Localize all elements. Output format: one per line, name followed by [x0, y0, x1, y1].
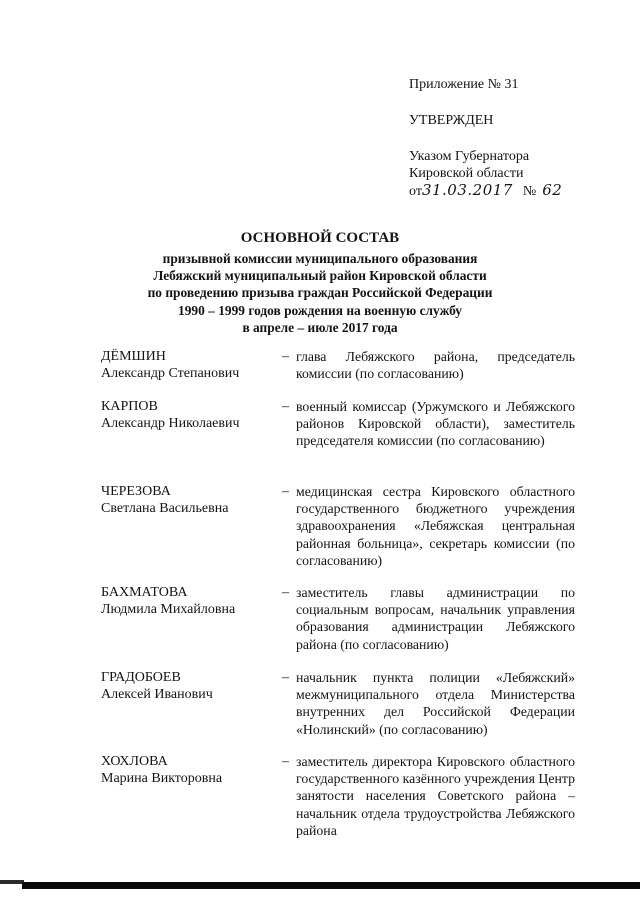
member-name: [101, 753, 271, 787]
member-dash: –: [282, 670, 289, 685]
member-name: [101, 398, 271, 432]
approval-block: [409, 76, 609, 200]
member-name: [101, 348, 271, 382]
member-given-name: Марина Викторовна: [101, 771, 223, 786]
date-prefix: от: [409, 184, 422, 199]
decree-line-2: Кировской области: [409, 166, 524, 181]
title-line-3: по проведению призыва граждан Российской Федерации: [147, 285, 493, 301]
decree-date-line: [409, 182, 609, 200]
member-dash: –: [282, 484, 289, 499]
appendix-number: Приложение № 31: [409, 77, 519, 92]
decree-line-1: Указом Губернатора: [409, 149, 530, 164]
member-dash: –: [282, 399, 289, 414]
member-name: [101, 483, 271, 517]
member-dash: –: [282, 585, 289, 600]
member-given-name: Алексей Иванович: [101, 687, 213, 702]
number-sign: №: [522, 184, 537, 199]
member-dash: –: [282, 754, 289, 769]
member-role: начальник пункта полиции «Лебяжский» межмуниципального отдела Министерства внутренних дел Российской Федерации «Нолинский» (по согласованию): [296, 670, 575, 737]
title-line-1: призывной комиссии муниципального образования: [162, 251, 478, 266]
member-surname: ЧЕРЕЗОВА: [101, 484, 171, 499]
member-given-name: Светлана Васильевна: [101, 501, 229, 516]
member-given-name: Александр Николаевич: [101, 416, 240, 431]
member-surname: ХОХЛОВА: [101, 754, 168, 769]
member-surname: ДЁМШИН: [101, 349, 166, 364]
member-dash: –: [282, 349, 289, 364]
scan-bottom-border: [22, 882, 640, 889]
handwritten-number: 62: [542, 181, 563, 199]
member-role: медицинская сестра Кировского областного государственного бюджетного учреждения здравоохранения «Лебяжская центральная районная больница», секретарь комиссии (по согласованию): [296, 484, 575, 568]
document-title: [100, 228, 540, 336]
member-role: заместитель главы администрации по социальным вопросам, начальник управления образования администрации Лебяжского района (по согласованию): [296, 585, 575, 652]
member-surname: БАХМАТОВА: [101, 585, 188, 600]
member-role: военный комиссар (Уржумского и Лебяжского районов Кировской области), заместитель председателя комиссии (по согласованию): [296, 399, 575, 449]
title-main: ОСНОВНОЙ СОСТАВ: [240, 230, 400, 246]
member-role: глава Лебяжского района, председатель комиссии (по согласованию): [296, 349, 575, 382]
title-line-4: 1990 – 1999 годов рождения на военную службу: [178, 302, 462, 318]
member-given-name: Людмила Михайловна: [101, 602, 236, 617]
member-name: [101, 669, 271, 703]
member-surname: КАРПОВ: [101, 399, 158, 414]
member-given-name: Александр Степанович: [101, 366, 240, 381]
handwritten-date: 31.03.2017: [421, 181, 513, 199]
member-role: заместитель директора Кировского областного государственного казённого учреждения Центр занятости населения Советского района – начальник отдела трудоустройства Лебяжского района: [296, 754, 575, 838]
member-surname: ГРАДОБОЕВ: [101, 670, 181, 685]
title-line-5: в апреле – июле 2017 года: [242, 319, 398, 335]
approved-label: УТВЕРЖДЕН: [409, 113, 494, 128]
title-line-2: Лебяжский муниципальный район Кировской области: [153, 268, 487, 284]
member-name: [101, 584, 271, 618]
scan-edge-mark: [0, 880, 24, 884]
